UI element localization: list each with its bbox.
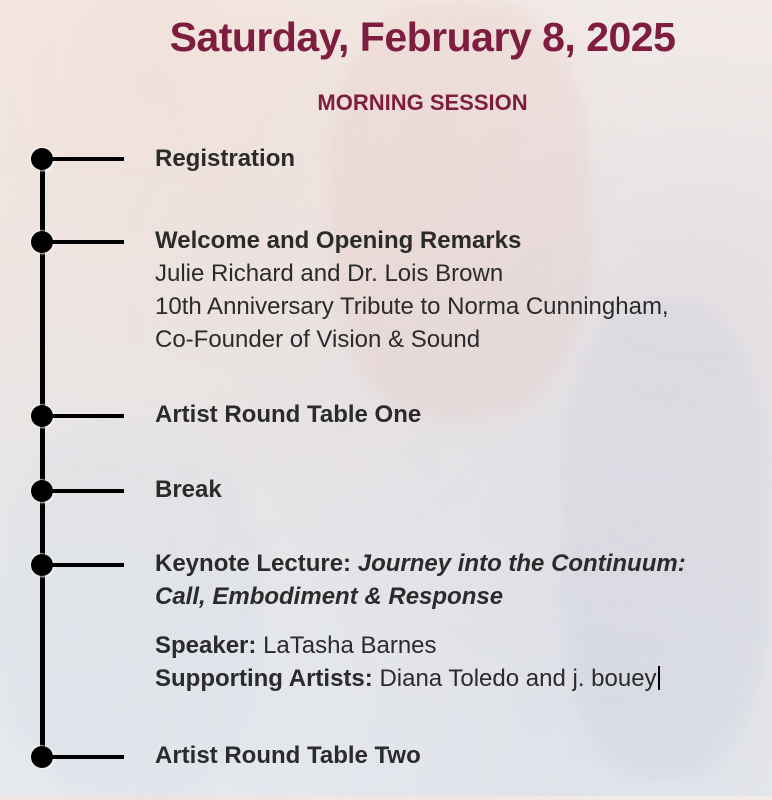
schedule-item-title: Break	[155, 476, 222, 503]
speaker-label: Speaker:	[155, 632, 257, 659]
schedule-item-round-table-one	[155, 398, 421, 431]
schedule-item-welcome	[155, 224, 669, 356]
schedule-item-detail: 10th Anniversary Tribute to Norma Cunningham,	[155, 293, 669, 320]
timeline-dot	[31, 405, 53, 427]
schedule-item-detail: Co-Founder of Vision & Sound	[155, 326, 481, 353]
timeline-connector	[52, 240, 124, 244]
session-heading: MORNING SESSION	[317, 90, 528, 115]
timeline-dot	[31, 231, 53, 253]
keynote-title-line2: Call, Embodiment & Response	[155, 583, 504, 610]
background-texture	[330, 0, 590, 420]
timeline-connector	[52, 563, 124, 567]
keynote-title-line1: Journey into the Continuum:	[357, 550, 686, 577]
supporting-artists-label: Supporting Artists:	[155, 665, 373, 692]
page-title: Saturday, February 8, 2025	[169, 14, 676, 60]
schedule-item-registration	[155, 142, 295, 175]
schedule-item-title: Artist Round Table Two	[155, 742, 421, 769]
timeline-connector	[52, 755, 124, 759]
schedule-item-detail: Julie Richard and Dr. Lois Brown	[155, 260, 504, 287]
speaker-name: LaTasha Barnes	[263, 632, 437, 659]
keynote-label: Keynote Lecture:	[155, 550, 352, 577]
timeline-connector	[52, 414, 124, 418]
schedule-item-title: Artist Round Table One	[155, 401, 422, 428]
timeline-dot	[31, 480, 53, 502]
schedule-item-break	[155, 473, 222, 506]
schedule-item-round-table-two	[155, 739, 421, 772]
timeline-connector	[52, 157, 124, 161]
schedule-item-title: Welcome and Opening Remarks	[155, 227, 522, 254]
schedule-item-title: Registration	[155, 145, 296, 172]
timeline-connector	[52, 489, 124, 493]
supporting-artists-names: Diana Toledo and j. bouey	[379, 665, 657, 692]
background-texture	[560, 300, 770, 780]
timeline-dot	[31, 148, 53, 170]
timeline-dot	[31, 746, 53, 768]
timeline-dot	[31, 554, 53, 576]
text-cursor	[658, 666, 660, 690]
schedule-item-keynote	[155, 547, 686, 695]
